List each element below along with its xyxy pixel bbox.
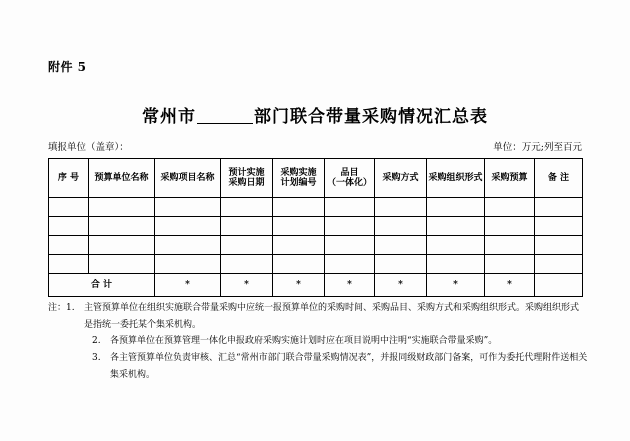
total-expected-date: * xyxy=(221,274,273,297)
th-procurement-method-line1: 采购方式 xyxy=(382,172,419,183)
cell-budget-unit-name[interactable] xyxy=(89,236,155,255)
title-suffix: 部门联合带量采购情况汇总表 xyxy=(254,107,488,127)
cell-category[interactable] xyxy=(325,198,375,217)
cell-budget-amount[interactable] xyxy=(485,217,535,236)
cell-project-name[interactable] xyxy=(155,198,221,217)
meta-row xyxy=(48,139,582,153)
note-number: 3. xyxy=(92,352,101,363)
cell-procurement-method[interactable] xyxy=(375,255,427,274)
notes-section xyxy=(48,300,588,383)
title-blank-underline xyxy=(197,108,253,124)
th-budget-unit-name-line1: 预算单位名称 xyxy=(94,172,149,183)
cell-plan-number[interactable] xyxy=(273,198,325,217)
th-expected-date-line1: 预计实施 xyxy=(228,167,265,178)
cell-serial-number[interactable] xyxy=(49,217,89,236)
cell-budget-unit-name[interactable] xyxy=(89,198,155,217)
cell-category[interactable] xyxy=(325,236,375,255)
cell-serial-number[interactable] xyxy=(49,198,89,217)
cell-budget-amount[interactable] xyxy=(485,198,535,217)
cell-expected-date[interactable] xyxy=(221,255,273,274)
cell-plan-number[interactable] xyxy=(273,217,325,236)
th-expected-date-line2: 采购日期 xyxy=(228,178,265,188)
th-procurement-method xyxy=(375,159,427,198)
cell-expected-date[interactable] xyxy=(221,236,273,255)
total-project-name: * xyxy=(155,274,221,297)
cell-project-name[interactable] xyxy=(155,255,221,274)
attachment-label: 附件 5 xyxy=(48,60,87,74)
cell-project-name[interactable] xyxy=(155,236,221,255)
th-budget-unit-name xyxy=(89,159,155,198)
cell-project-name[interactable] xyxy=(155,217,221,236)
table-row xyxy=(49,255,583,274)
cell-budget-amount[interactable] xyxy=(485,255,535,274)
note-text: 主管预算单位在组织实施联合带量采购中应统一报预算单位的采购时间、采购品目、采购方式和采购组织形式。采购组织形式是指统一委托某个集采机构。 xyxy=(84,303,580,330)
th-project-name-line1: 采购项目名称 xyxy=(160,172,215,183)
th-plan-number xyxy=(273,159,325,198)
th-category-line2: （一体化） xyxy=(326,178,372,188)
total-plan-number: * xyxy=(273,274,325,297)
note-item xyxy=(48,333,588,350)
note-item xyxy=(48,350,588,383)
page-title xyxy=(0,102,630,127)
table-header-row xyxy=(49,159,583,198)
cell-expected-date[interactable] xyxy=(221,217,273,236)
cell-serial-number[interactable] xyxy=(49,236,89,255)
th-serial-number xyxy=(49,159,89,198)
total-procurement-method: * xyxy=(375,274,427,297)
th-organization-form xyxy=(427,159,485,198)
table-row xyxy=(49,217,583,236)
cell-plan-number[interactable] xyxy=(273,255,325,274)
table-row xyxy=(49,236,583,255)
th-remarks-line1: 备 注 xyxy=(547,172,570,183)
note-text: 各主管预算单位负责审核、汇总“常州市部门联合带量采购情况表”，并报同级财政部门备案，可作为委托代理附件送相关集采机构。 xyxy=(110,352,588,380)
reporting-unit-label: 填报单位（盖章）： xyxy=(48,142,129,153)
total-label: 合 计 xyxy=(49,274,155,297)
cell-plan-number[interactable] xyxy=(273,236,325,255)
th-expected-date xyxy=(221,159,273,198)
cell-budget-unit-name[interactable] xyxy=(89,217,155,236)
th-serial-number-line1: 序 号 xyxy=(57,172,80,183)
procurement-summary-table xyxy=(48,158,583,297)
cell-remarks[interactable] xyxy=(535,236,583,255)
table-row xyxy=(49,198,583,217)
cell-organization-form[interactable] xyxy=(427,198,485,217)
table-total-row xyxy=(49,274,583,297)
cell-budget-unit-name[interactable] xyxy=(89,255,155,274)
notes-prefix: 注： xyxy=(48,303,67,313)
th-plan-number-line1: 采购实施 xyxy=(280,167,317,178)
note-number: 2. xyxy=(92,336,101,347)
cell-expected-date[interactable] xyxy=(221,198,273,217)
total-category: * xyxy=(325,274,375,297)
cell-remarks[interactable] xyxy=(535,255,583,274)
note-number: 1. xyxy=(66,303,75,313)
unit-label: 单位：万元;列至百元 xyxy=(493,142,582,153)
th-project-name xyxy=(155,159,221,198)
cell-procurement-method[interactable] xyxy=(375,236,427,255)
cell-remarks[interactable] xyxy=(535,198,583,217)
cell-remarks[interactable] xyxy=(535,217,583,236)
th-category xyxy=(325,159,375,198)
th-category-line1: 品目 xyxy=(340,167,359,178)
total-budget-amount: * xyxy=(485,274,535,297)
cell-organization-form[interactable] xyxy=(427,217,485,236)
th-organization-form-line1: 采购组织形式 xyxy=(428,172,483,183)
cell-organization-form[interactable] xyxy=(427,236,485,255)
title-prefix: 常州市 xyxy=(142,107,196,127)
total-remarks xyxy=(535,274,583,297)
cell-procurement-method[interactable] xyxy=(375,217,427,236)
note-item xyxy=(48,300,588,333)
th-budget-amount-line1: 采购预算 xyxy=(491,172,528,183)
note-text: 各预算单位在预算管理一体化申报政府采购实施计划时应在项目说明中注明“实施联合带量采购”。 xyxy=(110,336,498,347)
cell-budget-amount[interactable] xyxy=(485,236,535,255)
table-body xyxy=(49,198,583,297)
cell-category[interactable] xyxy=(325,217,375,236)
cell-category[interactable] xyxy=(325,255,375,274)
cell-organization-form[interactable] xyxy=(427,255,485,274)
th-budget-amount xyxy=(485,159,535,198)
cell-serial-number[interactable] xyxy=(49,255,89,274)
cell-procurement-method[interactable] xyxy=(375,198,427,217)
th-plan-number-line2: 计划编号 xyxy=(280,178,317,188)
total-organization-form: * xyxy=(427,274,485,297)
th-remarks xyxy=(535,159,583,198)
